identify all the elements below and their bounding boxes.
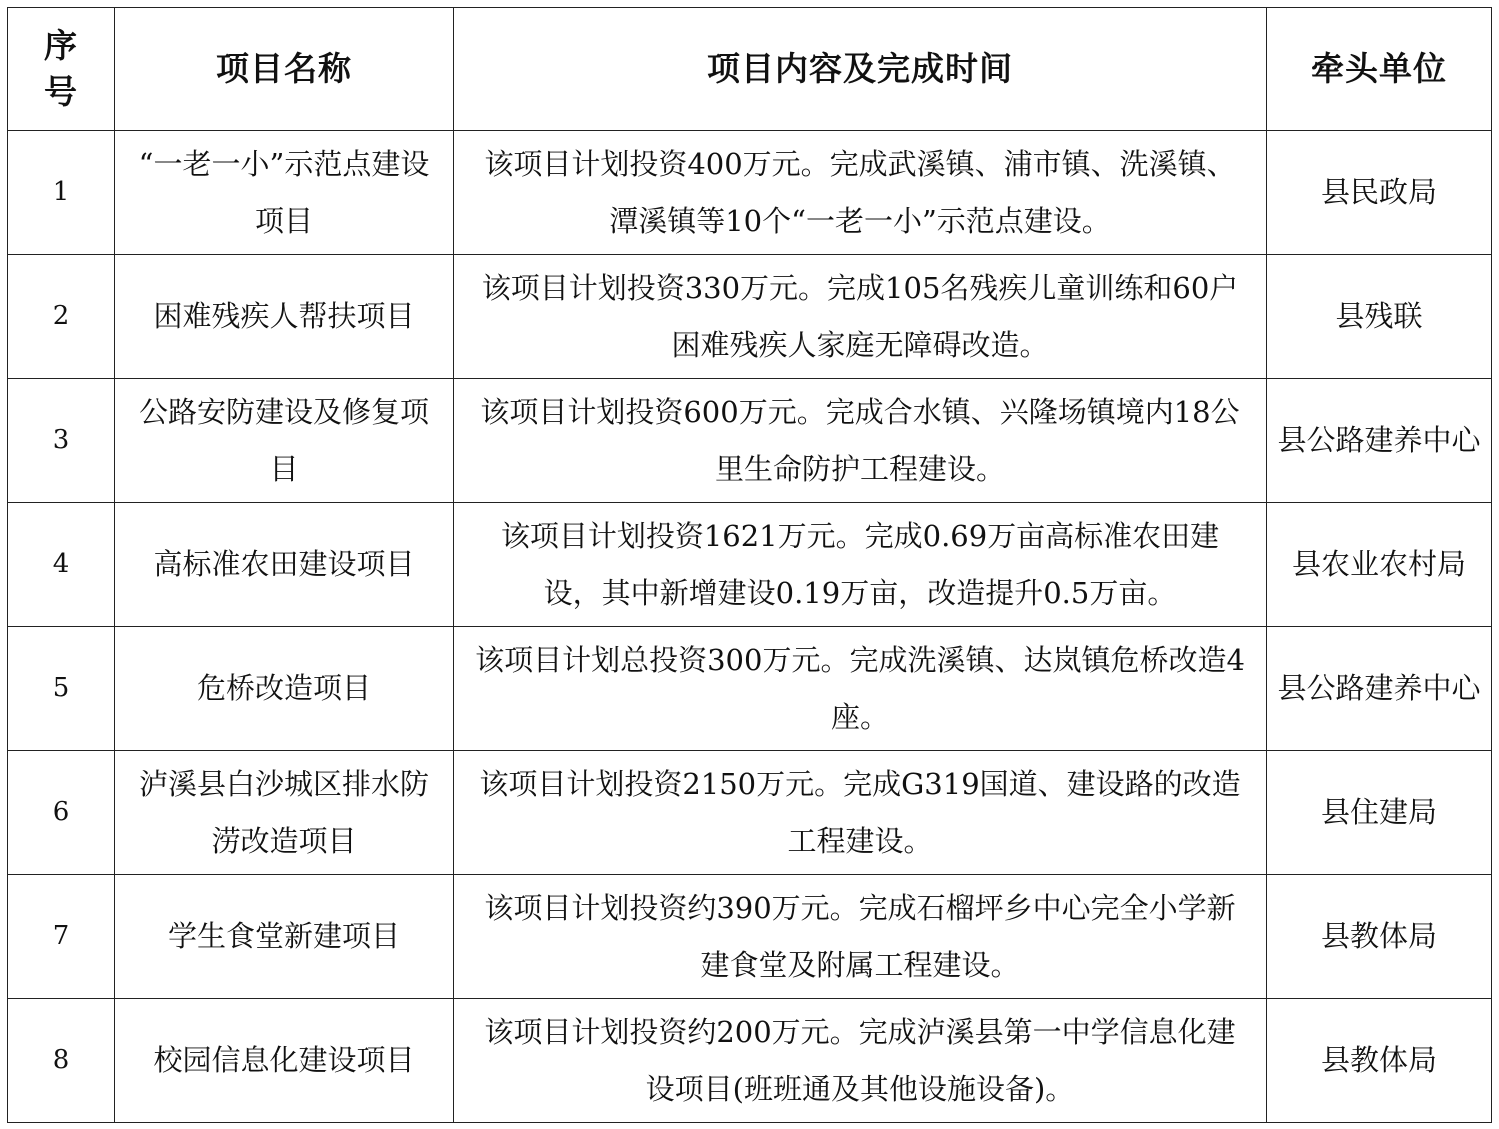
- row-lead-unit: 县教体局: [1267, 875, 1492, 999]
- table-header: [8, 8, 1492, 131]
- table-row: [8, 131, 1492, 255]
- row-project-content: 该项目计划投资400万元。完成武溪镇、浦市镇、洗溪镇、潭溪镇等10个“一老一小”示范点建设。: [454, 131, 1267, 255]
- row-lead-unit: 县住建局: [1267, 751, 1492, 875]
- table-row: [8, 751, 1492, 875]
- header-unit: 牵头单位: [1267, 8, 1492, 131]
- row-project-name: 泸溪县白沙城区排水防涝改造项目: [115, 751, 454, 875]
- row-lead-unit: 县教体局: [1267, 999, 1492, 1123]
- row-project-name: 学生食堂新建项目: [115, 875, 454, 999]
- table-row: [8, 999, 1492, 1123]
- row-lead-unit: 县公路建养中心: [1267, 379, 1492, 503]
- table-row: [8, 875, 1492, 999]
- project-table-container: [7, 7, 1492, 1123]
- row-project-content: 该项目计划投资1621万元。完成0.69万亩高标准农田建设，其中新增建设0.19万亩，改造提升0.5万亩。: [454, 503, 1267, 627]
- row-project-content: 该项目计划投资330万元。完成105名残疾儿童训练和60户困难残疾人家庭无障碍改造。: [454, 255, 1267, 379]
- row-lead-unit: 县残联: [1267, 255, 1492, 379]
- row-project-name: 校园信息化建设项目: [115, 999, 454, 1123]
- table-row: [8, 503, 1492, 627]
- header-content: 项目内容及完成时间: [454, 8, 1267, 131]
- row-index: 1: [8, 131, 115, 255]
- row-index: 8: [8, 999, 115, 1123]
- header-row: [8, 8, 1492, 131]
- row-lead-unit: 县民政局: [1267, 131, 1492, 255]
- header-name: 项目名称: [115, 8, 454, 131]
- project-table: [7, 7, 1492, 1123]
- row-project-content: 该项目计划投资2150万元。完成G319国道、建设路的改造工程建设。: [454, 751, 1267, 875]
- row-project-content: 该项目计划总投资300万元。完成洗溪镇、达岚镇危桥改造4座。: [454, 627, 1267, 751]
- row-index: 7: [8, 875, 115, 999]
- row-project-name: 公路安防建设及修复项目: [115, 379, 454, 503]
- row-index: 3: [8, 379, 115, 503]
- row-project-name: “一老一小”示范点建设项目: [115, 131, 454, 255]
- table-row: [8, 379, 1492, 503]
- row-project-name: 困难残疾人帮扶项目: [115, 255, 454, 379]
- row-lead-unit: 县公路建养中心: [1267, 627, 1492, 751]
- table-row: [8, 255, 1492, 379]
- row-index: 2: [8, 255, 115, 379]
- row-project-name: 高标准农田建设项目: [115, 503, 454, 627]
- row-index: 6: [8, 751, 115, 875]
- row-project-content: 该项目计划投资约390万元。完成石榴坪乡中心完全小学新建食堂及附属工程建设。: [454, 875, 1267, 999]
- table-row: [8, 627, 1492, 751]
- row-project-name: 危桥改造项目: [115, 627, 454, 751]
- row-lead-unit: 县农业农村局: [1267, 503, 1492, 627]
- row-project-content: 该项目计划投资约200万元。完成泸溪县第一中学信息化建设项目(班班通及其他设施设备)。: [454, 999, 1267, 1123]
- row-index: 5: [8, 627, 115, 751]
- row-index: 4: [8, 503, 115, 627]
- header-index: 序号: [8, 8, 115, 131]
- row-project-content: 该项目计划投资600万元。完成合水镇、兴隆场镇境内18公里生命防护工程建设。: [454, 379, 1267, 503]
- table-body: [8, 131, 1492, 1123]
